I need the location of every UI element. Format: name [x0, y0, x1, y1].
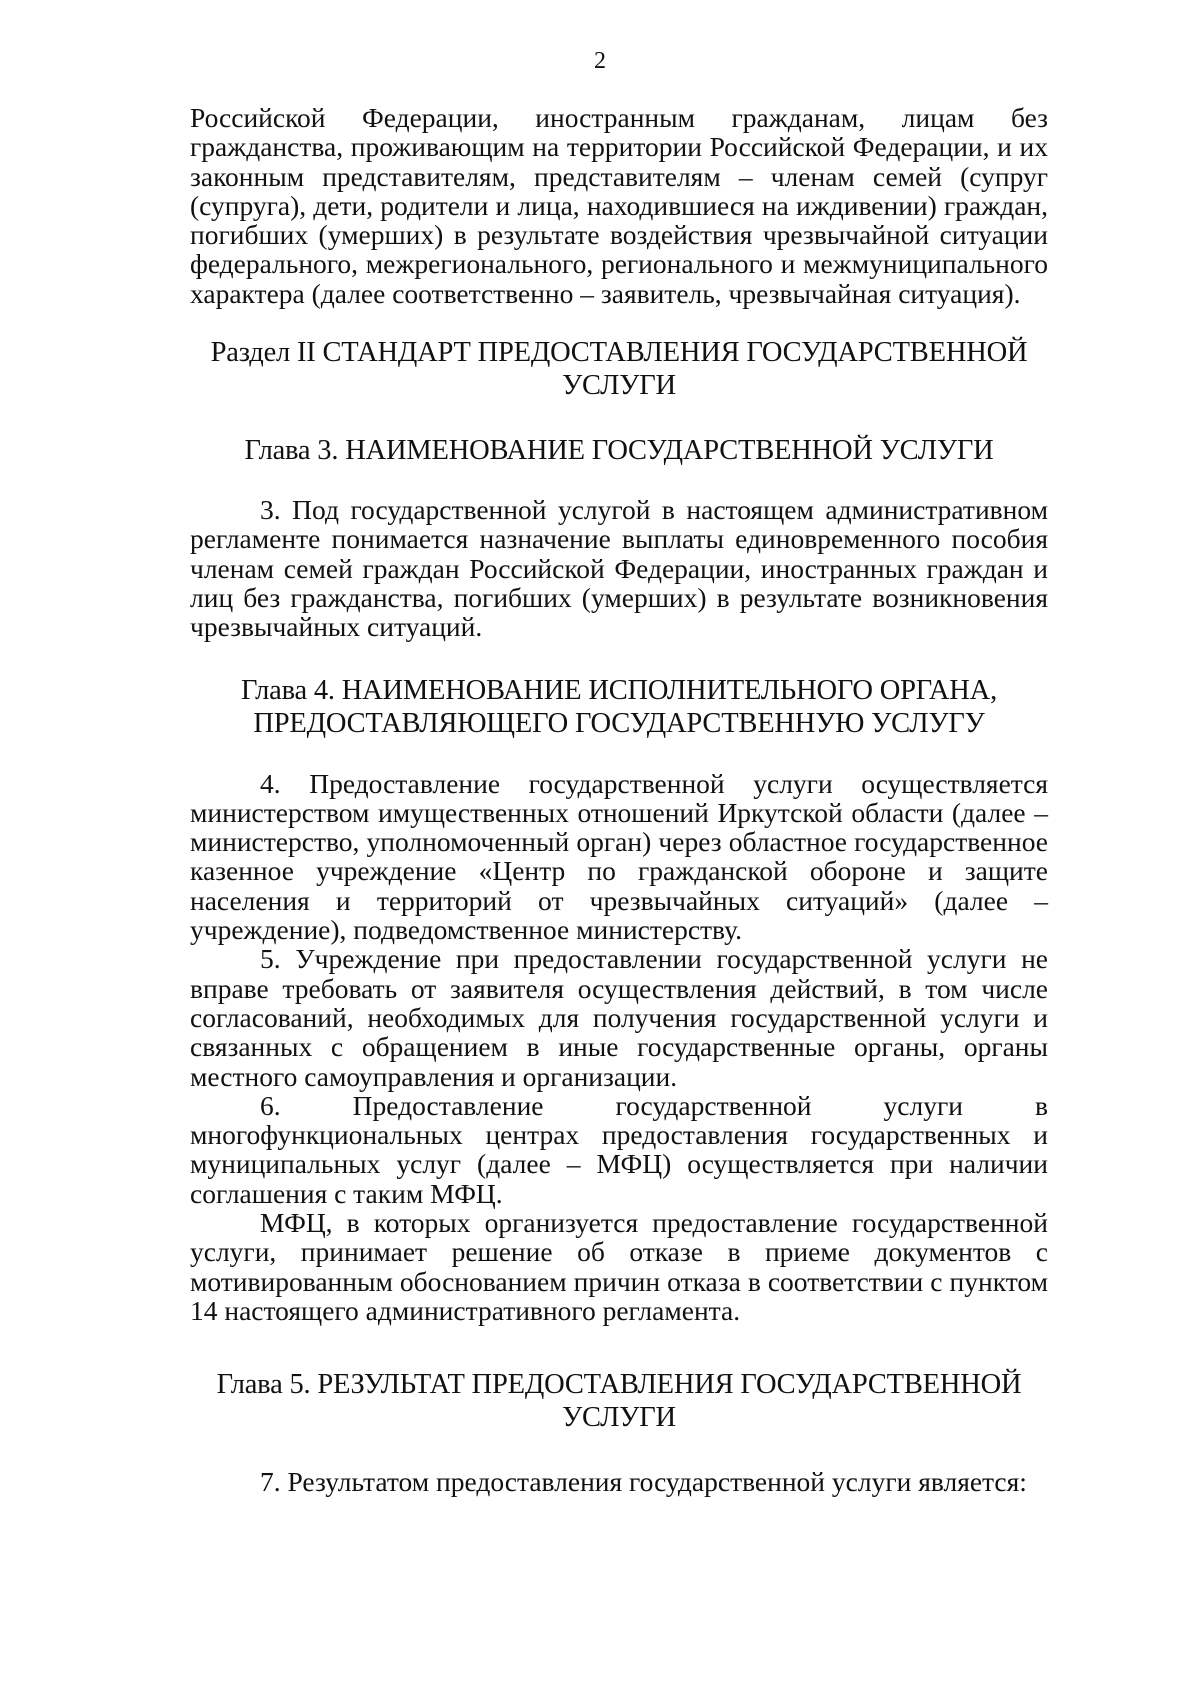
chapter-5-title-line-2: УСЛУГИ: [562, 1402, 676, 1434]
document-body: [190, 103, 1048, 1497]
chapter-5-heading: [190, 1368, 1048, 1434]
chapter-3-heading: Глава 3. НАИМЕНОВАНИЕ ГОСУДАРСТВЕННОЙ УСЛУГИ: [244, 435, 994, 467]
paragraph-5: 5. Учреждение при предоставлении государственной услуги не вправе требовать от заявителя осуществления действий, в том числе согласований, необходимых для получения государственной услуги и связанных с обращением в иные государственные органы, органы местного самоуправления и организации.: [190, 943, 1048, 1092]
section-2-title-line-1: Раздел II СТАНДАРТ ПРЕДОСТАВЛЕНИЯ ГОСУДАРСТВЕННОЙ: [210, 337, 1028, 369]
chapter-4-heading: [190, 674, 1048, 740]
chapter-4-title-line-1: Глава 4. НАИМЕНОВАНИЕ ИСПОЛНИТЕЛЬНОГО ОРГАНА,: [241, 674, 997, 706]
paragraph-6: 6. Предоставление государственной услуги в многофункциональных центрах предоставления государственных и муниципальных услуг (далее – МФЦ) осуществляется при наличии соглашения с таким МФЦ.: [190, 1089, 1048, 1209]
page-number: 2: [594, 48, 606, 74]
chapter-5-title-line-1: Глава 5. РЕЗУЛЬТАТ ПРЕДОСТАВЛЕНИЯ ГОСУДАРСТВЕННОЙ: [216, 1369, 1022, 1401]
paragraph-3: 3. Под государственной услугой в настоящем административном регламенте понимается назначение выплаты единовременного пособия членам семей граждан Российской Федерации, иностранных граждан и лиц без гражданства, погибших (умерших) в результате возникновения чрезвычайных ситуаций.: [190, 494, 1048, 643]
paragraph-4: 4. Предоставление государственной услуги осуществляется министерством имущественных отношений Иркутской области (далее – министерство, уполномоченный орган) через областное государственное казенное учреждение «Центр по гражданской обороне и защите населения и территорий от чрезвычайных ситуаций» (далее – учреждение), подведомственное министерству.: [190, 767, 1048, 946]
intro-paragraph: Российской Федерации, иностранным гражданам, лицам без гражданства, проживающим на территории Российской Федерации, и их законным представителям, представителям – членам семей (супруг (супруга), дети, родители и лица, находившиеся на иждивении) граждан, погибших (умерших) в результате воздействия чрезвычайной ситуации федерального, межрегионального, регионального и межмуниципального характера (далее соответственно – заявитель, чрезвычайная ситуация).: [190, 102, 1048, 309]
paragraph-6-continuation: МФЦ, в которых организуется предоставление государственной услуги, принимает решение об отказе в приеме документов с мотивированным обоснованием причин отказа в соответствии с пунктом 14 настоящего административного регламента.: [190, 1207, 1048, 1326]
paragraph-7: 7. Результатом предоставления государственной услуги является:: [260, 1466, 1027, 1498]
section-2-heading: [190, 336, 1048, 402]
section-2-title-line-2: УСЛУГИ: [562, 370, 676, 402]
chapter-4-title-line-2: ПРЕДОСТАВЛЯЮЩЕГО ГОСУДАРСТВЕННУЮ УСЛУГУ: [253, 707, 985, 739]
